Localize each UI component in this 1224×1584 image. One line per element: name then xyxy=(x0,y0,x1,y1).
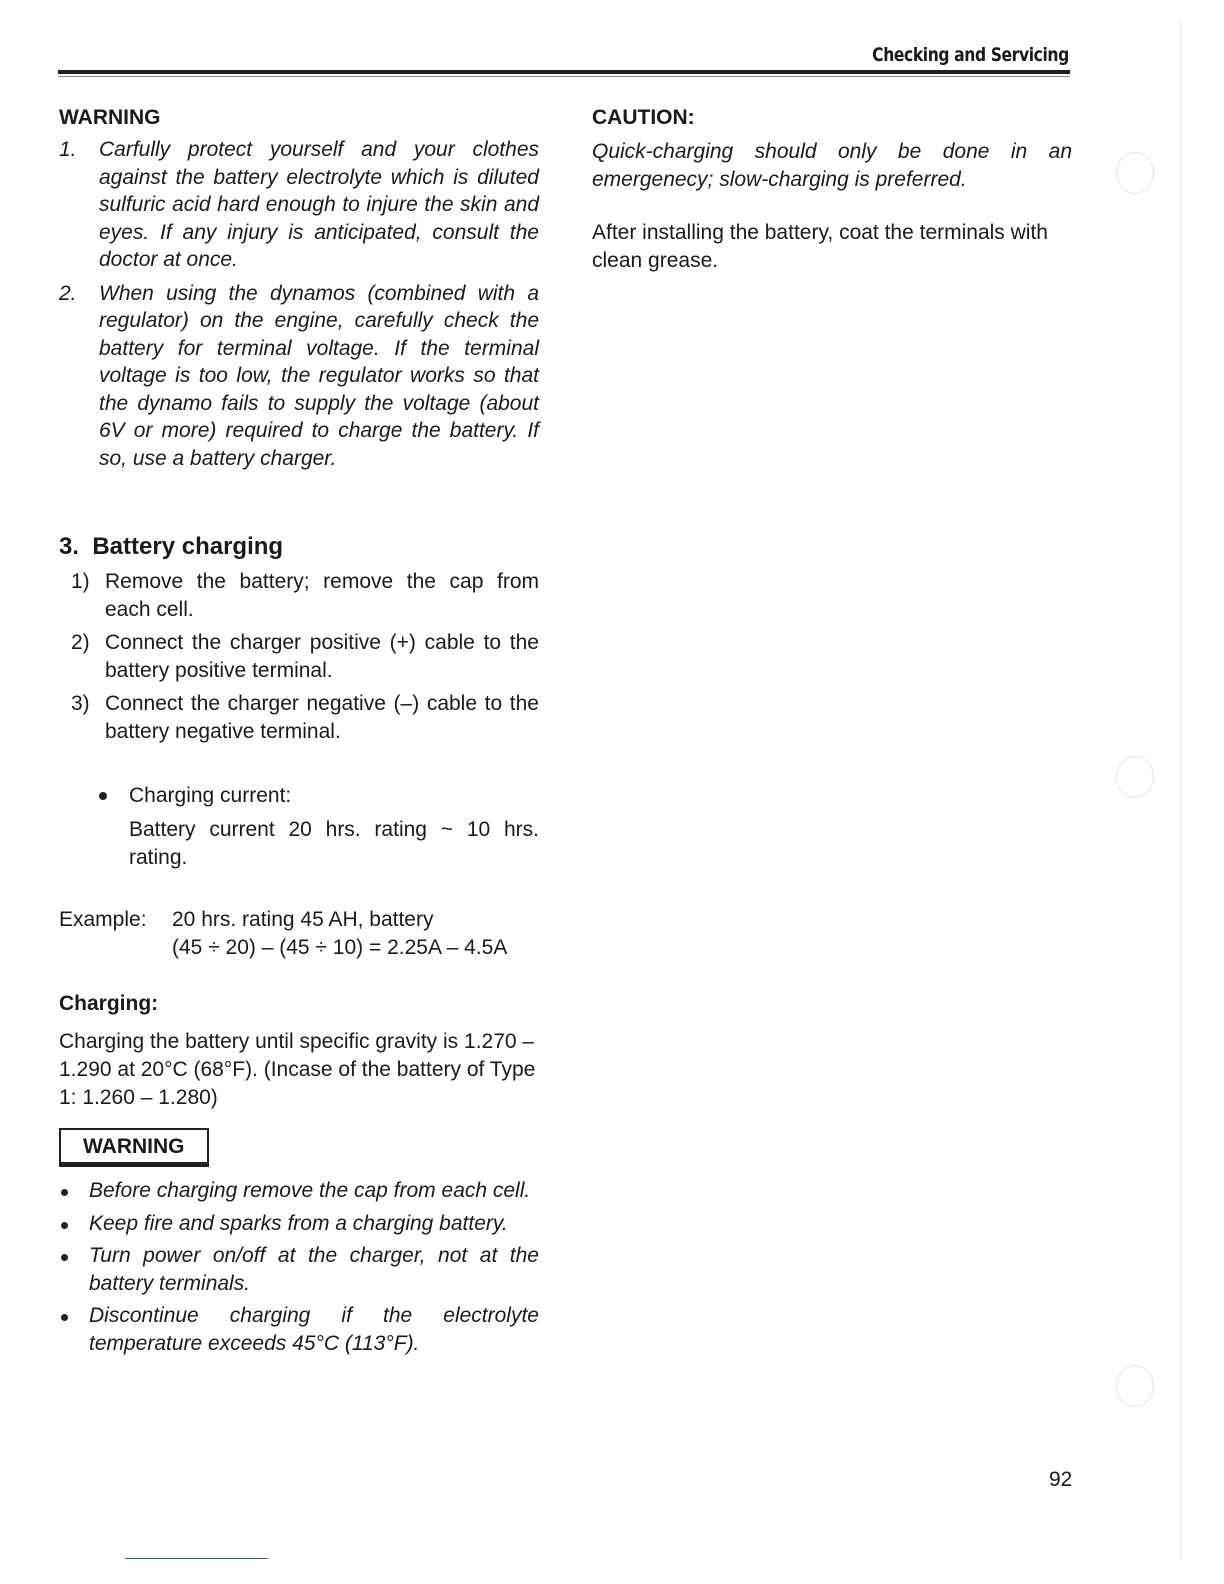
header-rule xyxy=(58,70,1070,74)
warning-bullets xyxy=(59,1177,539,1357)
charging-step xyxy=(59,568,539,624)
example-line-1: 20 hrs. rating 45 AH, battery xyxy=(172,908,434,931)
warning-item-number: 2. xyxy=(59,281,77,305)
warning-bullet xyxy=(59,1242,539,1297)
warning-heading: WARNING xyxy=(59,106,161,129)
bottom-underline xyxy=(125,1558,268,1559)
warning-item xyxy=(59,280,539,473)
warning-bullet-text: Discontinue charging if the electrolyte temperature exceeds 45°C (113°F). xyxy=(89,1304,539,1355)
warning-bullet-text: Turn power on/off at the charger, not at the battery terminals. xyxy=(89,1244,539,1295)
left-column xyxy=(59,104,539,1362)
caution-body: Quick-charging should only be done in an emergenecy; slow-charging is preferred. xyxy=(592,140,1072,191)
bullet-icon xyxy=(61,1254,68,1261)
warning-bullet xyxy=(59,1177,539,1205)
punch-hole xyxy=(1116,1365,1154,1407)
warning-item xyxy=(59,136,539,274)
charging-heading: Charging: xyxy=(59,992,159,1015)
charging-step xyxy=(59,690,539,746)
page-number: 92 xyxy=(1049,1468,1073,1491)
header-rule-thin xyxy=(58,76,1070,77)
warning-bullet xyxy=(59,1302,539,1357)
bullet-icon xyxy=(61,1189,68,1196)
warning-box-label: WARNING xyxy=(59,1128,209,1167)
step-text: Connect the charger negative (–) cable to the battery negative terminal. xyxy=(105,692,539,743)
bullet-icon xyxy=(61,1222,68,1229)
page-edge-line xyxy=(1180,20,1181,1560)
step-text: Connect the charger positive (+) cable to the battery positive terminal. xyxy=(105,631,539,682)
step-number: 3) xyxy=(71,692,90,715)
warning-item-text: Carfully protect yourself and your clothes against the battery electrolyte which is diluted sulfuric acid hard enough to injure the skin and eyes. If any injury is anticipated, consult the doctor at once. xyxy=(99,138,539,271)
caution-heading: CAUTION: xyxy=(592,106,695,129)
bullet-icon xyxy=(61,1314,68,1321)
example-line-2: (45 ÷ 20) – (45 ÷ 10) = 2.25A – 4.5A xyxy=(172,936,508,959)
example-body xyxy=(172,906,507,962)
warning-item-number: 1. xyxy=(59,138,77,161)
charging-current-title: Charging current: xyxy=(129,784,292,807)
charging-current-block xyxy=(99,782,539,872)
warning-bullet xyxy=(59,1210,539,1238)
after-install-text: After installing the battery, coat the terminals with clean grease. xyxy=(592,221,1048,272)
charging-body: Charging the battery until specific gravity is 1.270 – 1.290 at 20°C (68°F). (Incase of the battery of Type 1: 1.260 – 1.280) xyxy=(59,1030,536,1109)
example-block xyxy=(59,906,539,962)
section-title-battery-charging: 3. Battery charging xyxy=(59,533,284,560)
warning-list xyxy=(59,136,539,472)
right-column xyxy=(592,104,1072,275)
charging-steps-list xyxy=(59,568,539,746)
charging-step xyxy=(59,629,539,685)
warning-bullet-text: Before charging remove the cap from each cell. xyxy=(89,1179,531,1202)
example-label: Example: xyxy=(59,908,147,931)
charging-current-body: Battery current 20 hrs. rating ~ 10 hrs. rating. xyxy=(129,818,539,869)
step-number: 2) xyxy=(71,631,90,654)
section-header-title: Checking and Servicing xyxy=(872,44,1069,66)
step-number: 1) xyxy=(71,570,90,593)
bullet-icon xyxy=(99,792,107,800)
punch-hole xyxy=(1116,152,1154,194)
warning-item-text: When using the dynamos (combined with a regulator) on the engine, carefully check the battery for terminal voltage. If the terminal voltage is too low, the regulator works so that the dynamo fails to supply the voltage (about 6V or more) required to charge the battery. If so, use a battery charger. xyxy=(99,281,539,470)
warning-bullet-text: Keep fire and sparks from a charging battery. xyxy=(89,1211,508,1235)
step-text: Remove the battery; remove the cap from each cell. xyxy=(105,570,539,621)
punch-hole xyxy=(1116,756,1154,798)
